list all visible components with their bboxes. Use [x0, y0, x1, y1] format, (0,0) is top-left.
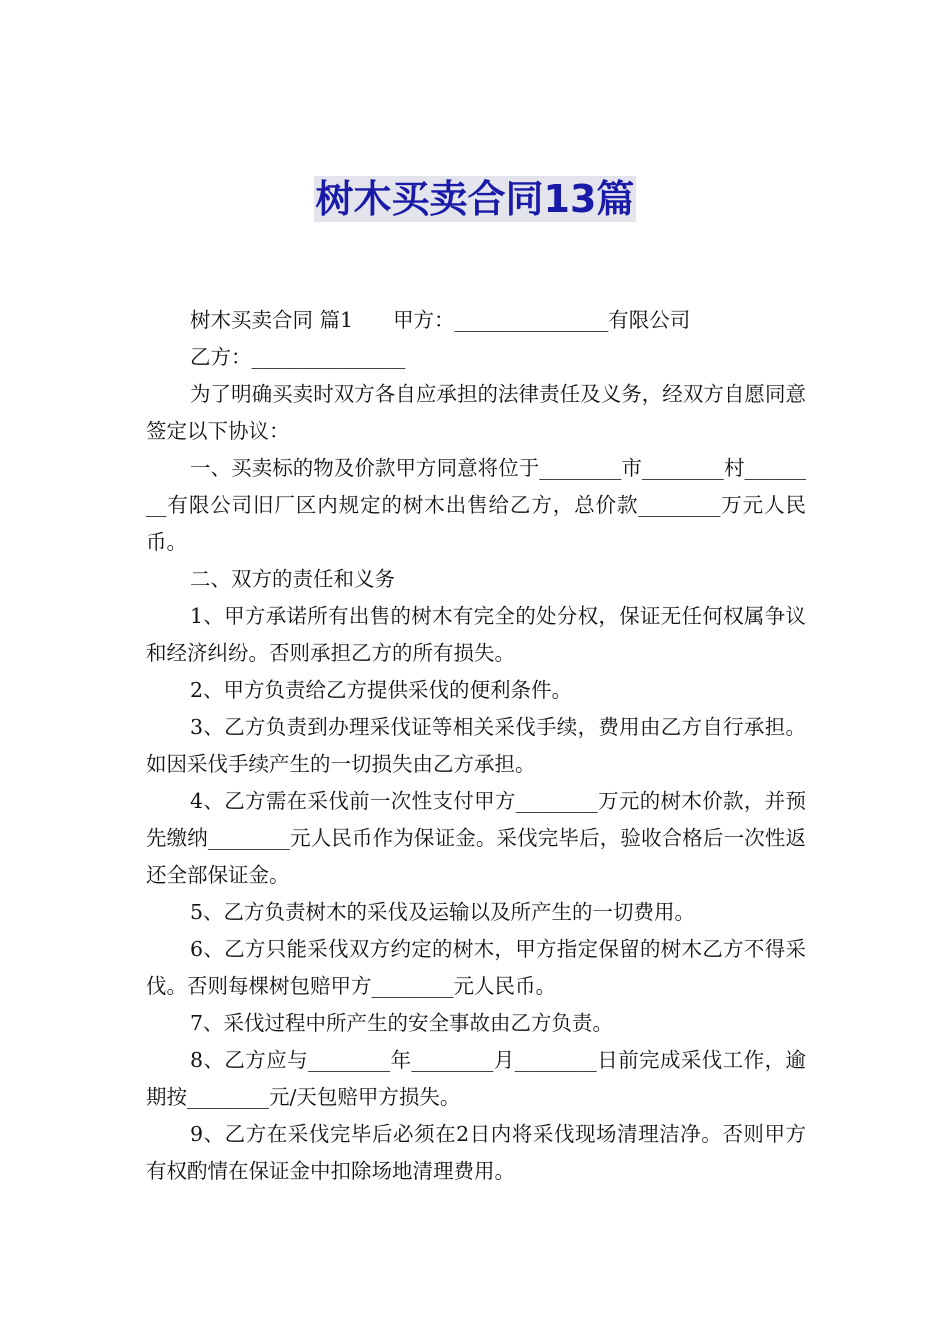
- clause-item-3: 3、乙方负责到办理采伐证等相关采伐手续，费用由乙方自行承担。如因采伐手续产生的一切损失由乙方承担。: [146, 715, 806, 776]
- clause-item-6: 6、乙方只能采伐双方约定的树木，甲方指定保留的树木乙方不得采伐。否则每棵树包赔甲方________元人民币。: [146, 937, 806, 998]
- clause-item-5: 5、乙方负责树木的采伐及运输以及所产生的一切费用。: [190, 900, 696, 924]
- section-heading-responsibilities: 二、双方的责任和义务: [190, 567, 395, 591]
- preamble-paragraph: 为了明确买卖时双方各自应承担的法律责任及义务，经双方自愿同意签定以下协议：: [146, 382, 806, 443]
- clause-item-8: 8、乙方应与________年________月________日前完成采伐工作，逾期按________元/天包赔甲方损失。: [146, 1048, 806, 1109]
- clause-subject-price: 一、买卖标的物及价款甲方同意将位于________市________村________有限公司旧厂区内规定的树木出售给乙方，总价款________万元人民币。: [146, 456, 806, 554]
- title-container: [0, 176, 950, 222]
- party-b-line: 乙方：_______________: [190, 345, 406, 369]
- clause-item-4: 4、乙方需在采伐前一次性支付甲方________万元的树木价款，并预先缴纳________元人民币作为保证金。采伐完毕后，验收合格后一次性返还全部保证金。: [146, 789, 806, 887]
- clause-item-7: 7、采伐过程中所产生的安全事故由乙方负责。: [190, 1011, 614, 1035]
- party-a-line: 甲方：_______________有限公司: [393, 308, 691, 332]
- document-body: [146, 302, 806, 1190]
- clause-item-1: 1、甲方承诺所有出售的树木有完全的处分权，保证无任何权属争议和经济纠纷。否则承担乙方的所有损失。: [146, 604, 806, 665]
- clause-item-9: 9、乙方在采伐完毕后必须在2日内将采伐现场清理洁净。否则甲方有权酌情在保证金中扣除场地清理费用。: [146, 1122, 806, 1183]
- clause-item-2: 2、甲方负责给乙方提供采伐的便利条件。: [190, 678, 573, 702]
- document-title: 树木买卖合同13篇: [315, 177, 635, 221]
- contract-subtitle: 树木买卖合同 篇1: [190, 308, 354, 332]
- contract-heading-line: [146, 302, 806, 339]
